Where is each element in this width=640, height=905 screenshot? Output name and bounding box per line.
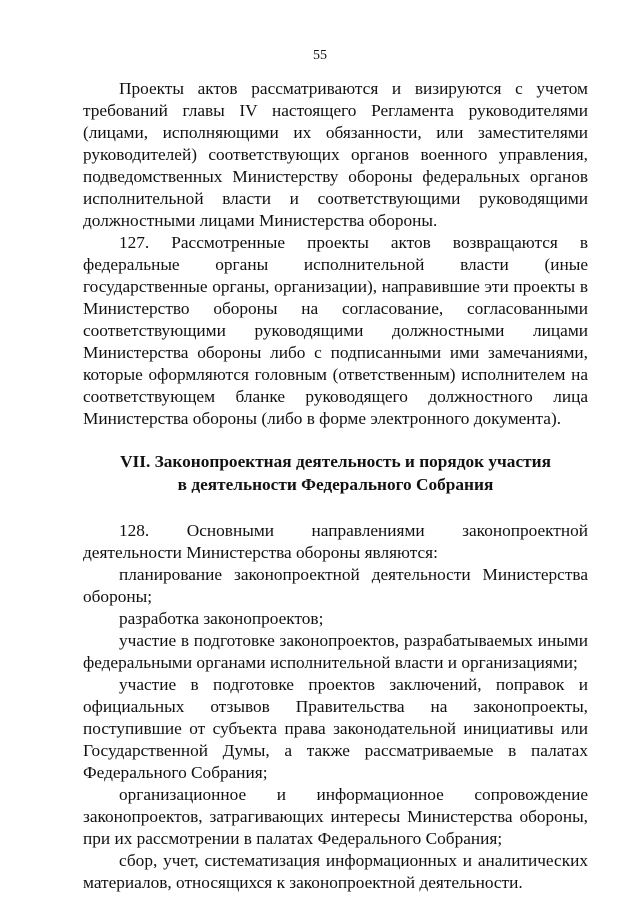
list-item-drafting: разработка законопроектов; bbox=[119, 609, 324, 628]
list-item-conclusions: участие в подготовке проектов заключений, поправок и официальных отзывов Правительства на законопроекты, поступившие от субъекта права законодательной инициативы или Государственной Думы, а также рассматриваемые в палатах Федерального Собрания; bbox=[83, 675, 588, 782]
section-heading-line2: в деятельности Федерального Собрания bbox=[177, 474, 494, 494]
list-item-participation: участие в подготовке законопроектов, разрабатываемых иными федеральными органами исполнительной власти и организациями; bbox=[83, 631, 588, 672]
document-body bbox=[83, 78, 588, 894]
section-heading-line1: VII. Законопроектная деятельность и порядок участия bbox=[120, 452, 551, 471]
list-item-planning: планирование законопроектной деятельности Министерства обороны; bbox=[83, 565, 588, 606]
paragraph-approval: Проекты актов рассматриваются и визируются с учетом требований главы IV настоящего Регламента руководителями (лицами, исполняющими их обязанности, или заместителями руководителей) соответствующих органов военного управления, подведомственных Министерству обороны федеральных органов исполнительной власти и соответствующими руководящими должностными лицами Министерства обороны. bbox=[83, 79, 588, 230]
list-item-support: организационное и информационное сопровождение законопроектов, затрагивающих интересы Министерства обороны, при их рассмотрении в палатах Федерального Собрания; bbox=[83, 785, 588, 848]
paragraph-128: 128. Основными направлениями законопроектной деятельности Министерства обороны являются: bbox=[83, 521, 588, 562]
page-number: 55 bbox=[313, 48, 327, 63]
section-heading bbox=[83, 451, 588, 496]
list-item-collection: сбор, учет, систематизация информационных и аналитических материалов, относящихся к законопроектной деятельности. bbox=[83, 851, 588, 892]
paragraph-127: 127. Рассмотренные проекты актов возвращаются в федеральные органы исполнительной власти (иные государственные органы, организации), направившие эти проекты в Министерство обороны на согласование, согласованными соответствующими руководящими должностными лицами Министерства обороны либо с подписанными ими замечаниями, которые оформляются головным (ответственным) исполнителем на соответствующем бланке руководящего должностного лица Министерства обороны (либо в форме электронного документа). bbox=[83, 233, 588, 428]
